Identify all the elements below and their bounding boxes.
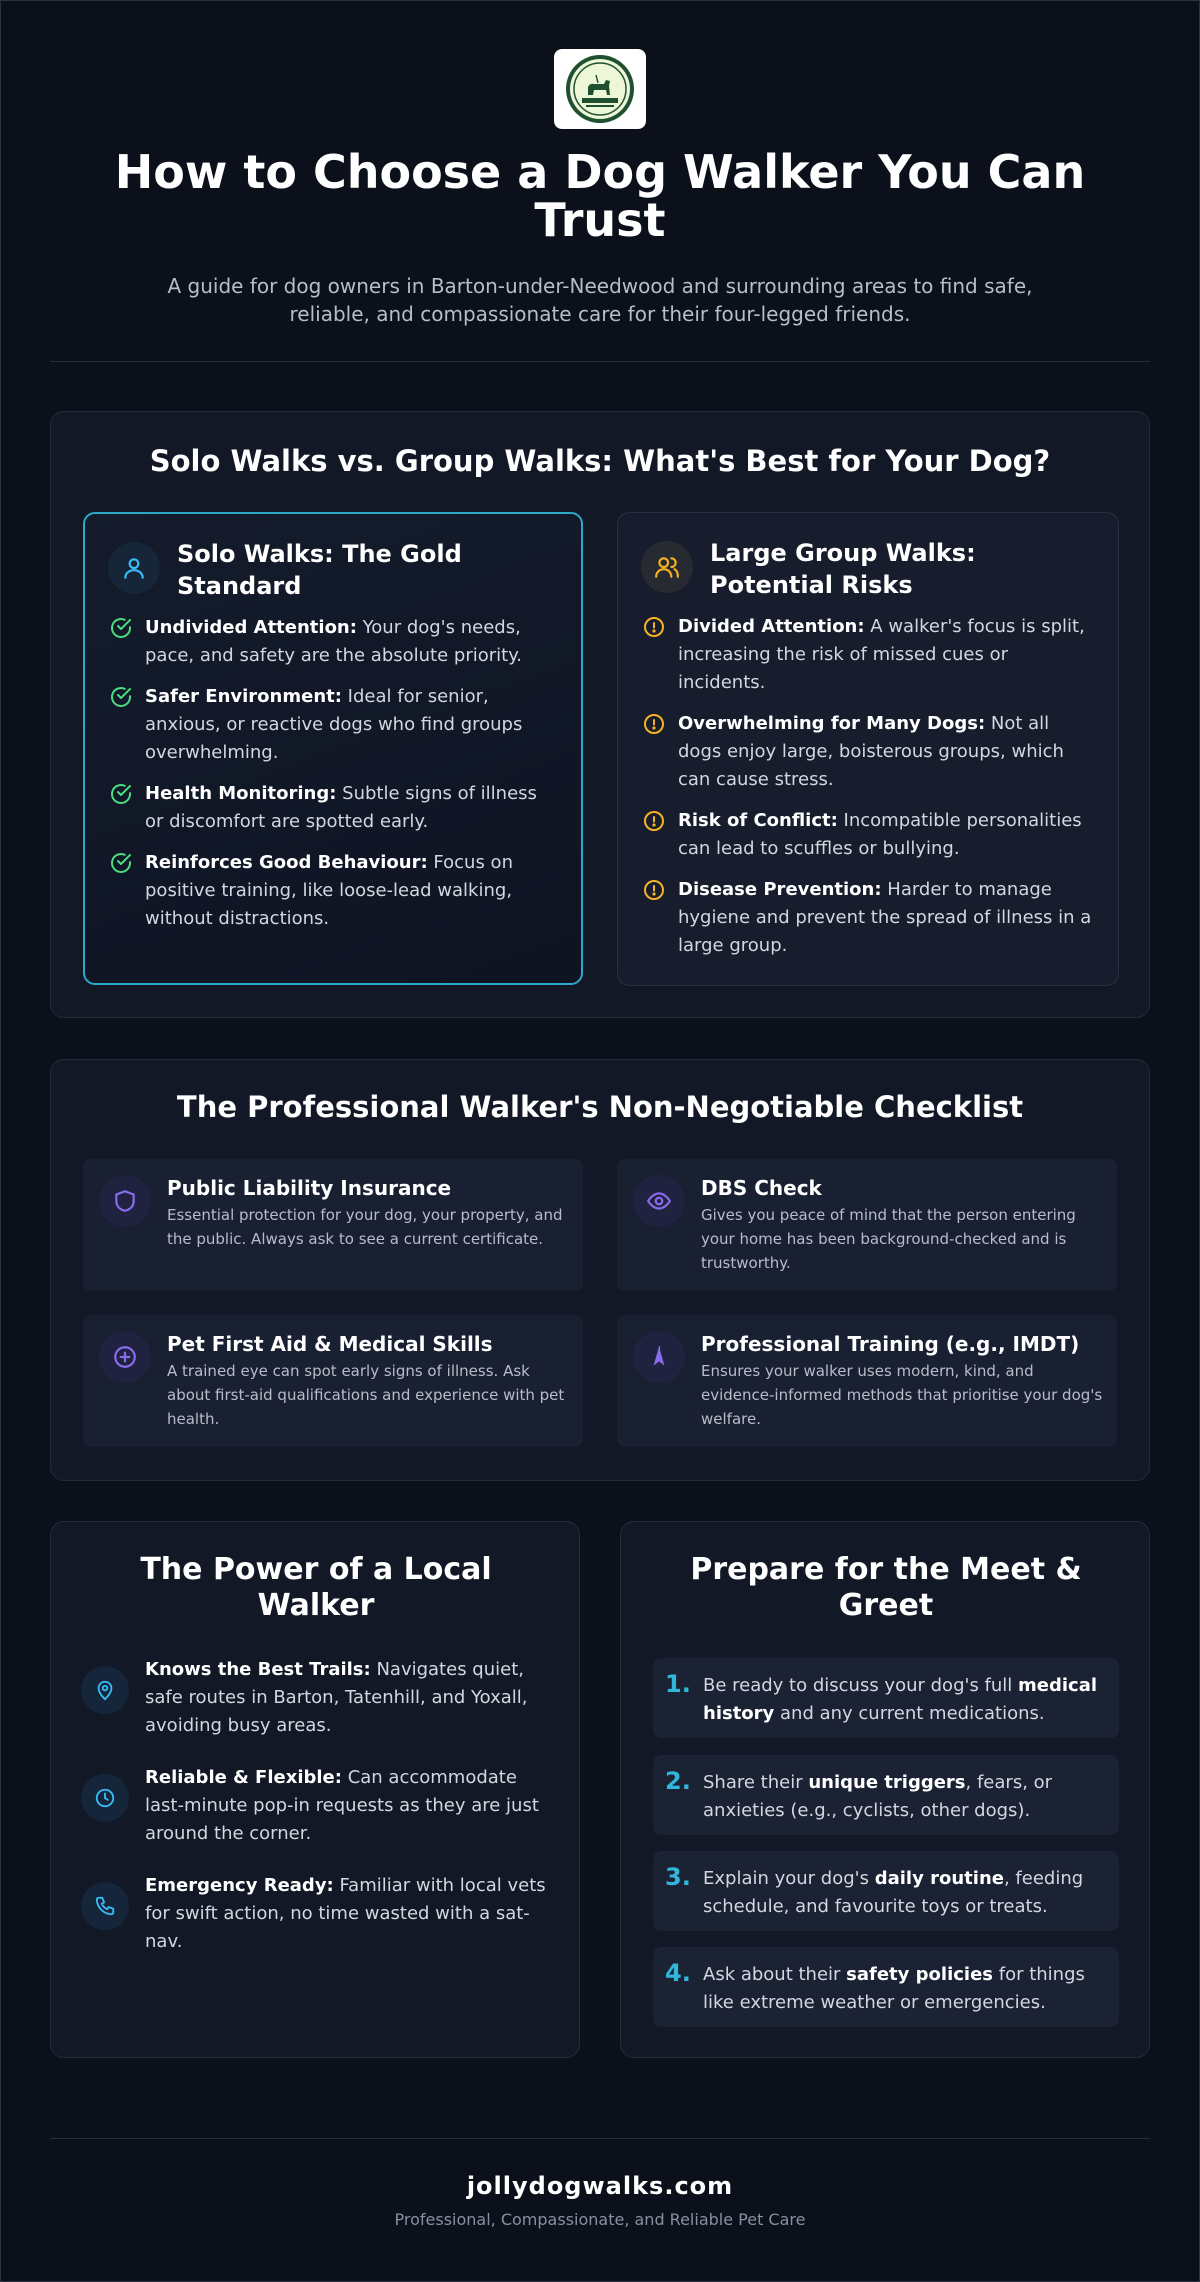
step-text	[703, 1865, 1105, 1921]
group-walks-card	[617, 512, 1119, 986]
local-item-text	[145, 1764, 549, 1848]
alert-circle-icon	[642, 878, 666, 902]
compass-icon	[633, 1331, 685, 1383]
step-text	[703, 1769, 1105, 1825]
checklist-item-desc: Gives you peace of mind that the person entering your home has been background-checked and is trustworthy.	[701, 1206, 1076, 1272]
solo-item-body: Focus on positive training, like loose-lead walking, without distractions.	[145, 852, 513, 929]
person-icon	[108, 542, 160, 594]
checklist-item	[83, 1159, 583, 1291]
solo-list-item	[109, 683, 561, 767]
alert-circle-icon	[642, 809, 666, 833]
checklist-item	[617, 1159, 1117, 1291]
solo-item-text	[145, 683, 561, 767]
step-number: 2.	[665, 1767, 691, 1795]
local-item-body: Navigates quiet, safe routes in Barton, Tatenhill, and Yoxall, avoiding busy areas.	[145, 1659, 528, 1736]
solo-list-item	[109, 780, 561, 836]
logo-badge-icon	[564, 53, 636, 125]
group-item-text	[678, 613, 1098, 697]
local-item	[81, 1656, 549, 1740]
local-item	[81, 1872, 549, 1956]
group-item-heading: Divided Attention:	[678, 616, 865, 637]
solo-list-item	[109, 849, 561, 933]
local-item-text	[145, 1656, 549, 1740]
step-text	[703, 1672, 1105, 1728]
local-item-body: Can accommodate last-minute pop-in requests as they are just around the corner.	[145, 1767, 539, 1844]
brand-logo	[554, 49, 646, 129]
step-number: 3.	[665, 1863, 691, 1891]
check-circle-icon	[109, 782, 133, 806]
group-icon	[641, 541, 693, 593]
check-circle-icon	[109, 616, 133, 640]
checklist-item-desc: Essential protection for your dog, your property, and the public. Always ask to see a current certificate.	[167, 1206, 563, 1248]
footer-tagline: Professional, Compassionate, and Reliable Pet Care	[394, 2210, 806, 2229]
step-text-bold: medical history	[703, 1675, 1098, 1724]
checklist-title: The Professional Walker's Non-Negotiable Checklist	[176, 1090, 1024, 1124]
solo-item-heading: Health Monitoring:	[145, 783, 337, 804]
local-item	[81, 1764, 549, 1848]
solo-item-heading: Reinforces Good Behaviour:	[145, 852, 428, 873]
step-text-bold: unique triggers	[808, 1772, 966, 1793]
solo-walks-card	[83, 512, 583, 985]
solo-item-body: Ideal for senior, anxious, or reactive dogs who find groups overwhelming.	[145, 686, 523, 763]
meet-greet-section	[620, 1521, 1150, 2058]
checklist-item-title: Professional Training (e.g., IMDT)	[701, 1332, 1080, 1356]
group-list-item	[642, 876, 1098, 960]
step-text-pre: Explain your dog's	[703, 1868, 875, 1889]
group-item-heading: Disease Prevention:	[678, 879, 882, 900]
group-item-body: Harder to manage hygiene and prevent the spread of illness in a large group.	[678, 879, 1092, 956]
group-item-body: A walker's focus is split, increasing the risk of missed cues or incidents.	[678, 616, 1085, 693]
solo-item-text	[145, 849, 561, 933]
step-text-post: , feeding schedule, and favourite toys or treats.	[703, 1868, 1084, 1917]
solo-item-text	[145, 780, 561, 836]
alert-circle-icon	[642, 615, 666, 639]
step-number: 1.	[665, 1670, 691, 1698]
step-text-pre: Ask about their	[703, 1964, 847, 1985]
checklist-item-title: Public Liability Insurance	[167, 1176, 452, 1200]
step-text-bold: safety policies	[846, 1964, 994, 1985]
local-item-heading: Reliable & Flexible:	[145, 1767, 342, 1788]
alert-circle-icon	[642, 712, 666, 736]
page-subtitle: A guide for dog owners in Barton-under-Needwood and surrounding areas to find safe, reliable, and compassionate care for their four-legged friends.	[167, 274, 1033, 326]
shield-icon	[99, 1175, 151, 1227]
phone-icon	[81, 1882, 129, 1930]
solo-title: Solo Walks: The Gold Standard	[177, 540, 462, 600]
comparison-title: Solo Walks vs. Group Walks: What's Best for Your Dog?	[149, 444, 1051, 478]
local-item-heading: Knows the Best Trails:	[145, 1659, 371, 1680]
step-number: 4.	[665, 1959, 691, 1987]
solo-item-heading: Undivided Attention:	[145, 617, 357, 638]
group-item-text	[678, 710, 1098, 794]
group-item-text	[678, 807, 1098, 863]
step-text-pre: Share their	[703, 1772, 809, 1793]
step-text-bold: daily routine	[874, 1868, 1004, 1889]
local-item-text	[145, 1872, 549, 1956]
step-text-post: , fears, or anxieties (e.g., cyclists, other dogs).	[703, 1772, 1053, 1821]
meet-step	[653, 1851, 1119, 1931]
group-list-item	[642, 613, 1098, 697]
step-text-post: and any current medications.	[774, 1703, 1045, 1724]
checklist-item-desc: Ensures your walker uses modern, kind, and evidence-informed methods that prioritise your dog's welfare.	[701, 1362, 1103, 1428]
meet-step	[653, 1658, 1119, 1738]
check-circle-icon	[109, 851, 133, 875]
local-item-heading: Emergency Ready:	[145, 1875, 334, 1896]
local-walker-section	[50, 1521, 580, 2058]
solo-item-heading: Safer Environment:	[145, 686, 342, 707]
group-item-heading: Overwhelming for Many Dogs:	[678, 713, 986, 734]
map-pin-icon	[81, 1666, 129, 1714]
group-item-body: Not all dogs enjoy large, boisterous groups, which can cause stress.	[678, 713, 1064, 790]
solo-item-body: Subtle signs of illness or discomfort are spotted early.	[145, 783, 537, 832]
check-circle-icon	[109, 685, 133, 709]
footer-divider	[50, 2138, 1150, 2139]
local-title: The Power of a Local Walker	[140, 1552, 492, 1623]
meet-step	[653, 1947, 1119, 2027]
step-text-post: for things like extreme weather or emergencies.	[703, 1964, 1085, 2013]
solo-list-item	[109, 614, 561, 670]
group-item-heading: Risk of Conflict:	[678, 810, 838, 831]
eye-icon	[633, 1175, 685, 1227]
meet-step	[653, 1755, 1119, 1835]
step-text-pre: Be ready to discuss your dog's full	[703, 1675, 1019, 1696]
step-text	[703, 1961, 1105, 2017]
group-list-item	[642, 807, 1098, 863]
group-item-body: Incompatible personalities can lead to scuffles or bullying.	[678, 810, 1082, 859]
checklist-section	[50, 1059, 1150, 1481]
group-title: Large Group Walks: Potential Risks	[710, 539, 976, 599]
solo-item-text	[145, 614, 561, 670]
group-item-text	[678, 876, 1098, 960]
plus-circle-icon	[99, 1331, 151, 1383]
checklist-item	[83, 1315, 583, 1447]
local-item-body: Familiar with local vets for swift action, no time wasted with a sat-nav.	[145, 1875, 546, 1952]
checklist-item-title: DBS Check	[701, 1176, 822, 1200]
checklist-item-desc: A trained eye can spot early signs of illness. Ask about first-aid qualifications and experience with pet health.	[167, 1362, 565, 1428]
checklist-item-title: Pet First Aid & Medical Skills	[167, 1332, 493, 1356]
checklist-item	[617, 1315, 1117, 1447]
clock-icon	[81, 1774, 129, 1822]
comparison-section	[50, 411, 1150, 1018]
group-list-item	[642, 710, 1098, 794]
divider	[50, 361, 1150, 362]
footer-url[interactable]: jollydogwalks.com	[466, 2172, 734, 2200]
page-title: How to Choose a Dog Walker You Can Trust	[114, 145, 1086, 247]
solo-item-body: Your dog's needs, pace, and safety are the absolute priority.	[145, 617, 523, 666]
meet-title: Prepare for the Meet & Greet	[690, 1552, 1082, 1623]
